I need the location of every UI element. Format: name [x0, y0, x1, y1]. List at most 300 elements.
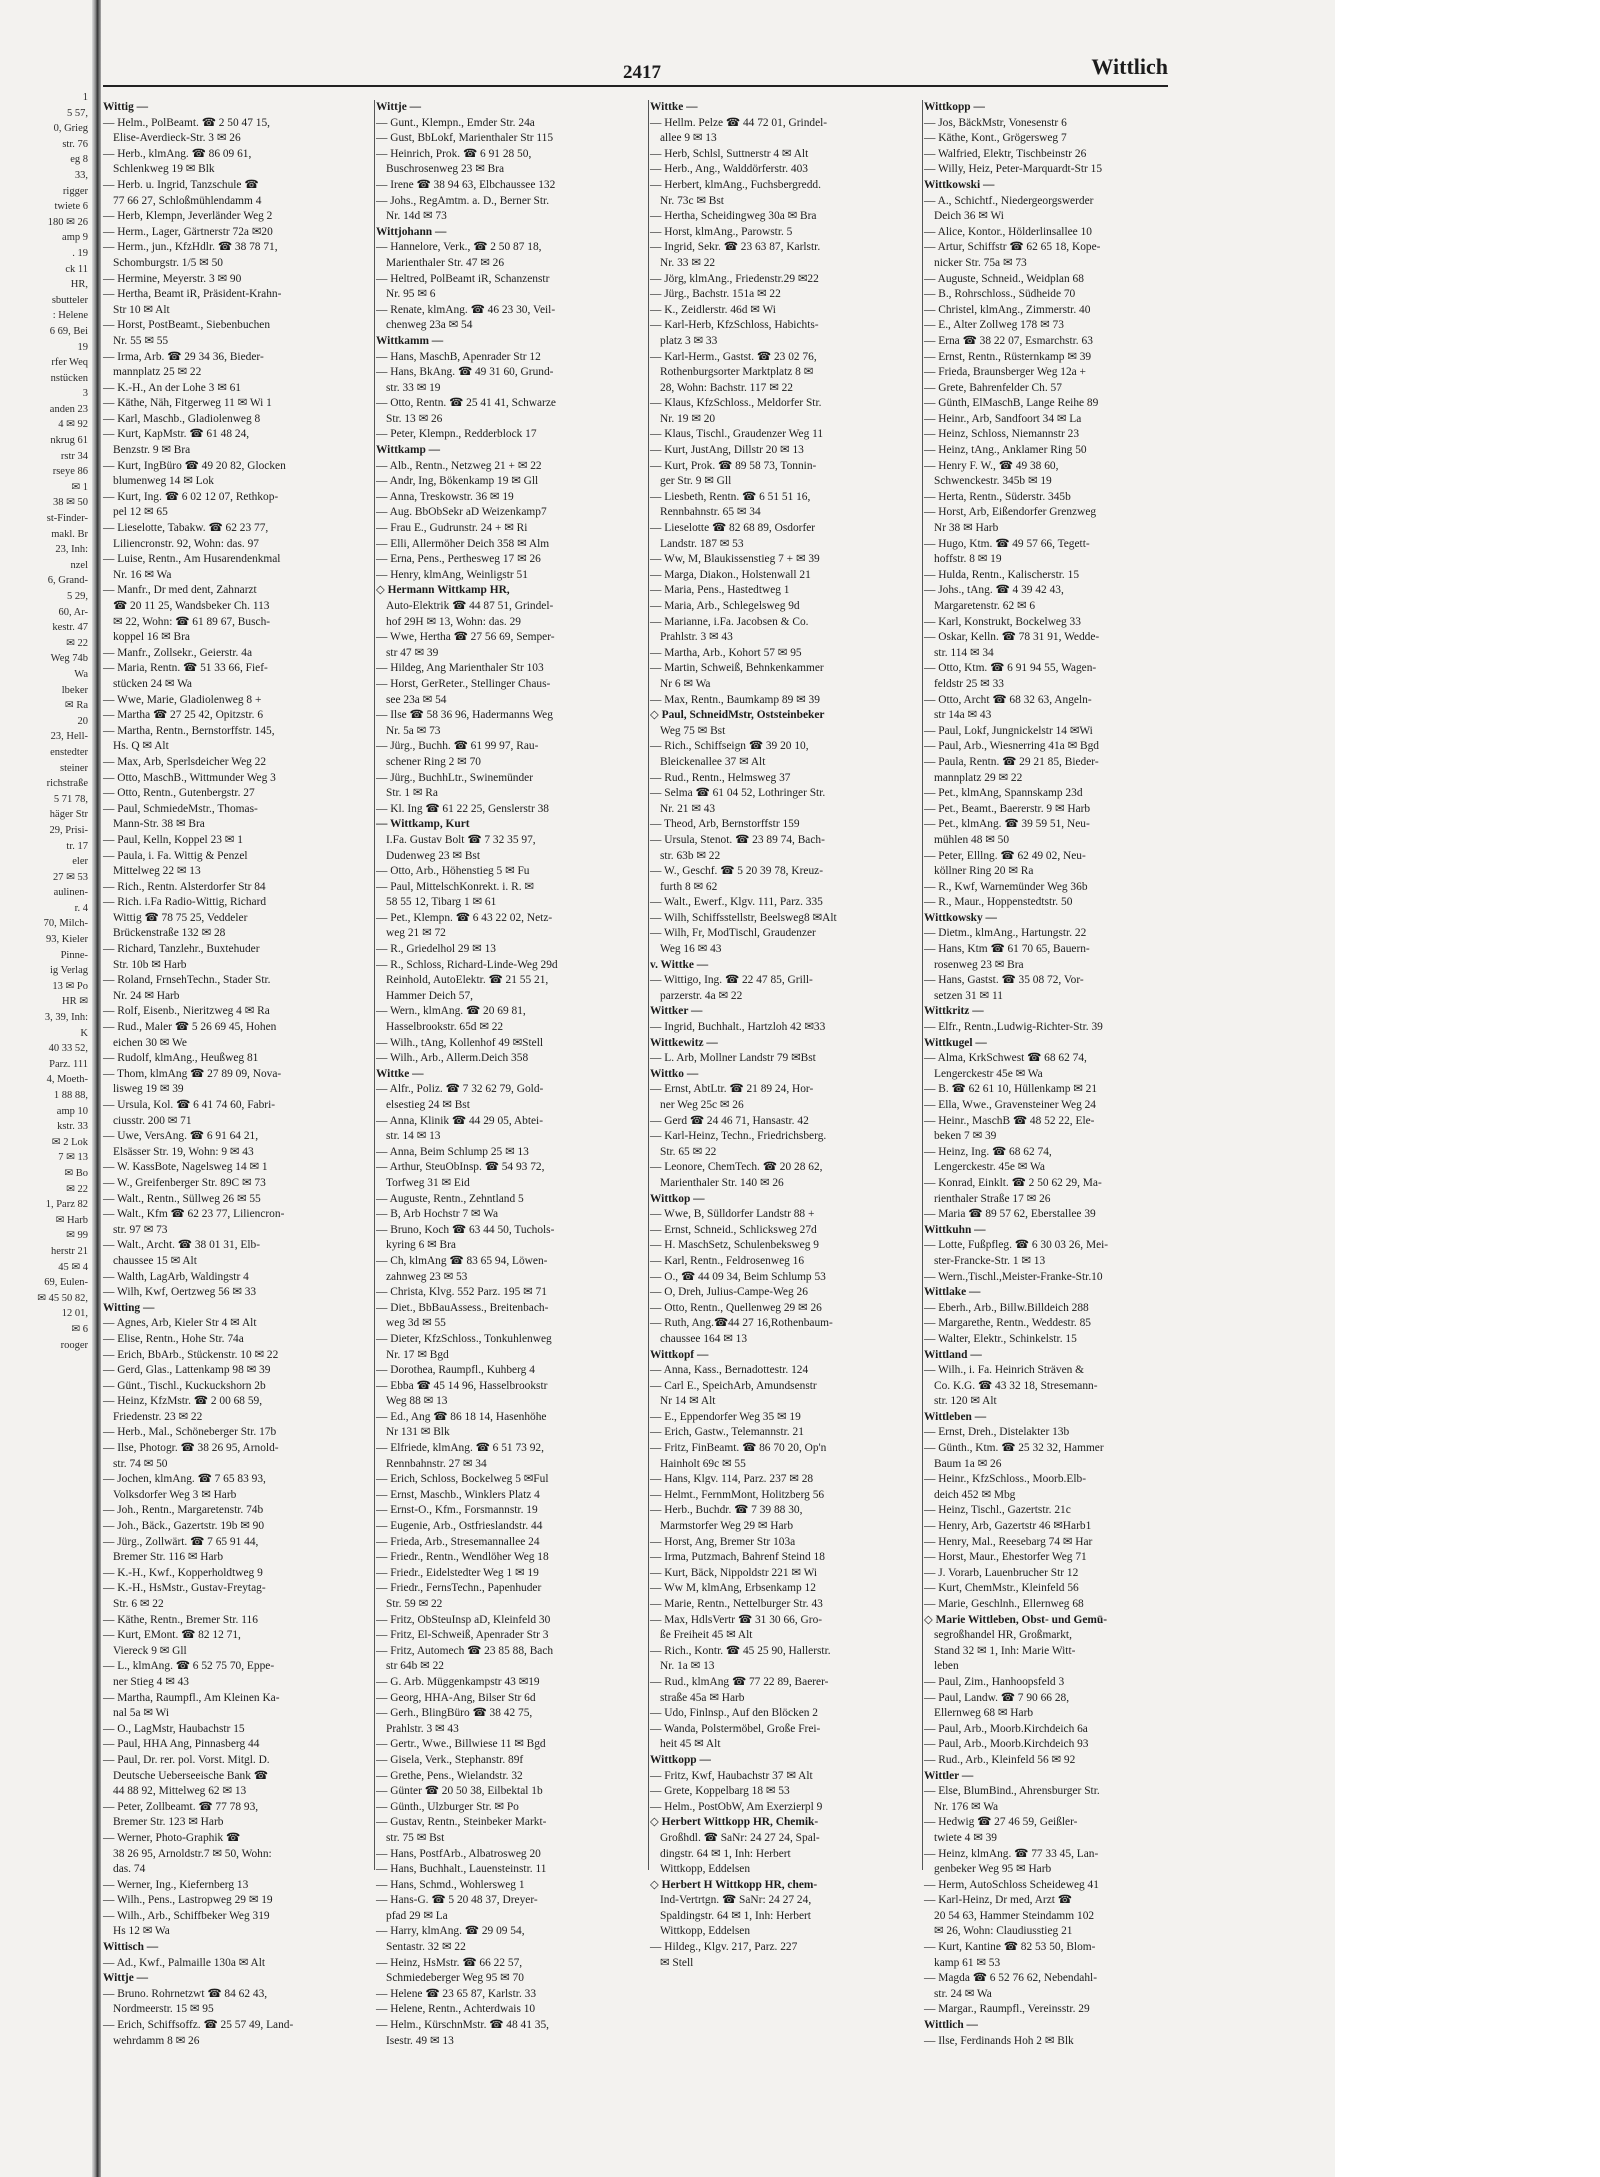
directory-entry-line: schener Ring 2 ✉ 70	[386, 755, 481, 768]
directory-entry-line: Marienthaler Str. 47 ✉ 26	[386, 256, 505, 269]
directory-entry-line: — Kurt, Ing. ☎ 6 02 12 07, Rethkop-	[103, 490, 279, 503]
directory-entry-line: — Herb., Buchdr. ☎ 7 39 88 30,	[650, 1504, 803, 1517]
strip-line: steiner	[60, 762, 88, 774]
directory-entry-line: zahnweg 23 ✉ 53	[386, 1270, 468, 1283]
surname-heading: Wittkewitz —	[650, 1036, 718, 1049]
directory-entry-line: — Klaus, Tischl., Graudenzer Weg 11	[650, 428, 824, 441]
directory-entry-line: Str. 59 ✉ 22	[386, 1598, 443, 1610]
directory-entry-line: — Ernst, Maschb., Winklers Platz 4	[376, 1488, 540, 1501]
directory-entry-line: — Dietm., klmAng., Hartungstr. 22	[924, 927, 1087, 940]
directory-entry-line: — O., LagMstr, Haubachstr 15	[103, 1722, 245, 1735]
directory-entry-line: — B., Rohrschloss., Südheide 70	[924, 288, 1076, 301]
directory-entry-line: Bremer Str. 116 ✉ Harb	[113, 1551, 224, 1564]
directory-entry-line: — Werner, Photo-Graphik ☎	[103, 1831, 241, 1844]
strip-line: 23, Inh:	[55, 544, 88, 556]
strip-line: ✉ Bo	[64, 1167, 88, 1179]
directory-entry-line: — Erich, Gastw., Telemannstr. 21	[650, 1426, 804, 1439]
directory-entry-line: Wittkopp, Eddelsen	[660, 1863, 751, 1876]
directory-entry-line: str. 74 ✉ 50	[113, 1457, 168, 1470]
strip-line: ✉ 45 50 82,	[37, 1292, 88, 1304]
directory-entry-line: — Hertha, Scheidingweg 30a ✉ Bra	[650, 210, 817, 223]
strip-line: kestr. 47	[52, 622, 88, 634]
strip-line: ✉ 1	[71, 481, 88, 493]
directory-entry-line: str 14a ✉ 43	[934, 709, 992, 722]
directory-entry-line: — Martha ☎ 27 25 42, Opitzstr. 6	[103, 709, 264, 722]
strip-line: amp 9	[62, 232, 88, 244]
directory-entry-line: — Max, Rentn., Baumkamp 89 ✉ 39	[650, 693, 820, 706]
directory-entry-line: — R., Kwf, Warnemünder Weg 36b	[924, 880, 1088, 893]
directory-entry-line: — Otto, Rentn., Quellenweg 29 ✉ 26	[650, 1301, 822, 1314]
running-head: Wittlich	[1091, 54, 1168, 79]
directory-entry-line: dingstr. 64 ✉ 1, Inh: Herbert	[660, 1847, 791, 1860]
directory-entry-line: — Hans, Gastst. ☎ 35 08 72, Vor-	[924, 974, 1084, 987]
strip-line: 33,	[74, 169, 88, 181]
directory-entry-line: — Rich., Schiffseign ☎ 39 20 10,	[650, 740, 809, 753]
directory-entry-line: — Selma ☎ 61 04 52, Lothringer Str.	[650, 787, 826, 800]
strip-line: 1	[82, 92, 88, 103]
directory-entry-line: Weg 16 ✉ 43	[660, 943, 722, 956]
directory-entry-line: ✉ Stell	[660, 1956, 694, 1969]
directory-column-3	[650, 100, 920, 1969]
directory-entry-line: — Ad., Kwf., Palmaille 130a ✉ Alt	[103, 1956, 266, 1969]
directory-entry-line: — Herb, Klempn, Jeverländer Weg 2	[103, 210, 273, 223]
directory-entry-line: — Diet., BbBauAssess., Breitenbach-	[376, 1301, 549, 1314]
directory-entry-line: — Martha, Arb., Kohort 57 ✉ 95	[650, 646, 802, 659]
directory-entry-line: — Peter, Elllng. ☎ 62 49 02, Neu-	[924, 849, 1086, 862]
directory-entry-line: — Paul, HHA Ang, Pinnasberg 44	[103, 1738, 260, 1751]
directory-entry-line: ner Weg 25c ✉ 26	[660, 1099, 744, 1111]
directory-entry-line: — Herbert, klmAng., Fuchsbergredd.	[650, 178, 821, 191]
directory-entry-line: — Erich, Schiffsoffz. ☎ 25 57 49, Land-	[103, 2019, 294, 2032]
surname-heading: Witting —	[103, 1301, 155, 1314]
directory-entry-line: — Ernst, Dreh., Distelakter 13b	[924, 1426, 1070, 1439]
directory-entry-line: hof 29H ✉ 13, Wohn: das. 29	[386, 615, 521, 628]
directory-entry-line: Liliencronstr. 92, Wohn: das. 97	[113, 537, 259, 550]
strip-line: st-Finder-	[46, 513, 88, 525]
directory-entry-line: — W., Greifenberger Str. 89C ✉ 73	[103, 1176, 266, 1189]
directory-entry-line: Prahlstr. 3 ✉ 43	[660, 631, 733, 644]
directory-entry-line: — W. KassBote, Nagelsweg 14 ✉ 1	[103, 1161, 268, 1174]
strip-line: 5 29,	[67, 591, 88, 602]
directory-entry-line: — Käthe, Näh, Fitgerweg 11 ✉ Wi 1	[103, 397, 272, 410]
directory-entry-line: — Otto, MaschB., Wittmunder Weg 3	[103, 771, 276, 784]
directory-entry-line: Str 10 ✉ Alt	[113, 303, 170, 316]
directory-entry-line: — Paul, Arb., Wiesnerring 41a ✉ Bgd	[924, 740, 1099, 753]
strip-line: 3	[82, 388, 88, 400]
directory-entry-line: — Hildeg, Ang Marienthaler Str 103	[376, 662, 544, 675]
directory-entry-line: — Gisela, Verk., Stephanstr. 89f	[376, 1753, 524, 1766]
directory-entry-line: Nr. 55 ✉ 55	[113, 334, 169, 347]
directory-entry-line: — E., Eppendorfer Weg 35 ✉ 19	[650, 1410, 801, 1423]
directory-entry-line: — Ingrid, Buchhalt., Hartzloh 42 ✉33	[650, 1021, 826, 1034]
directory-entry-line: — Artur, Schiffstr ☎ 62 65 18, Kope-	[924, 241, 1101, 254]
directory-entry-line: — Joh., Bäck., Gazertstr. 19b ✉ 90	[103, 1520, 265, 1533]
directory-entry-line: — Hans, BkAng. ☎ 49 31 60, Grund-	[376, 366, 554, 379]
directory-entry-line: — L. Arb, Mollner Landstr 79 ✉Bst	[650, 1052, 816, 1065]
directory-entry-line: — G. Arb. Müggenkampstr 43 ✉19	[376, 1675, 540, 1688]
directory-entry-line: — Herta, Rentn., Süderstr. 345b	[924, 490, 1071, 503]
directory-entry-line: — Heinz, klmAng. ☎ 77 33 45, Lan-	[924, 1847, 1099, 1860]
directory-entry-line: genbeker Weg 95 ✉ Harb	[934, 1863, 1052, 1876]
directory-entry-line: — Horst, PostBeamt., Siebenbuchen	[103, 319, 271, 332]
strip-line: rfer Weq	[51, 357, 88, 369]
directory-entry-line: — Kurt, EMont. ☎ 82 12 71,	[103, 1629, 241, 1642]
directory-entry-line: — Rolf, Eisenb., Nieritzweg 4 ✉ Ra	[103, 1005, 270, 1018]
directory-entry-line: 44 88 92, Mittelweg 62 ✉ 13	[113, 1785, 247, 1798]
directory-entry-line: Nr. 33 ✉ 22	[660, 256, 716, 269]
directory-entry-line: — Horst, Ang, Bremer Str 103a	[650, 1535, 796, 1548]
surname-heading: Wittlake —	[924, 1286, 981, 1299]
directory-entry-line: str. 114 ✉ 34	[934, 646, 994, 659]
directory-entry-line: — Hans, Klgv. 114, Parz. 237 ✉ 28	[650, 1473, 814, 1486]
directory-entry-line: lisweg 19 ✉ 39	[113, 1083, 184, 1096]
directory-entry-line: Marmstorfer Weg 29 ✉ Harb	[660, 1520, 794, 1533]
directory-entry-line: — Heinz, Tischl., Gazertstr. 21c	[924, 1504, 1071, 1517]
directory-entry-line: — Bruno, Koch ☎ 63 44 50, Tuchols-	[376, 1223, 555, 1236]
strip-line: 60, Ar-	[58, 606, 88, 618]
directory-entry-line: — Paul, Landw. ☎ 7 90 66 28,	[924, 1691, 1070, 1704]
surname-heading: Wittland —	[924, 1348, 982, 1361]
directory-entry-line: — Wern., klmAng. ☎ 20 69 81,	[376, 1005, 526, 1018]
directory-entry-line: Buschrosenweg 23 ✉ Bra	[386, 163, 505, 176]
directory-entry-line: — Karl-Heinz, Techn., Friedrichsberg.	[650, 1130, 827, 1143]
strip-line: eg 8	[70, 154, 88, 166]
directory-entry-line: — Rich., Kontr. ☎ 45 25 90, Hallerstr.	[650, 1644, 831, 1657]
directory-entry-line: ster-Francke-Str. 1 ✉ 13	[934, 1254, 1046, 1267]
page-number: 2417	[623, 62, 661, 83]
directory-entry-line: str 64b ✉ 22	[386, 1660, 444, 1673]
directory-entry-line: — Leonore, ChemTech. ☎ 20 28 62,	[650, 1161, 823, 1174]
directory-entry-line: Spaldingstr. 64 ✉ 1, Inh: Herbert	[660, 1909, 811, 1922]
surname-heading: Wittkopf —	[650, 1348, 709, 1361]
directory-entry-line: — R., Maur., Hoppenstedtstr. 50	[924, 896, 1073, 909]
directory-entry-line: — Jürg., Zollwärt. ☎ 7 65 91 44,	[103, 1535, 259, 1548]
directory-entry-line: — Maria, Rentn. ☎ 51 33 66, Fief-	[103, 662, 268, 675]
directory-entry-line: pfad 29 ✉ La	[386, 1909, 448, 1922]
directory-entry-line: — Walth, LagArb, Waldingstr 4	[103, 1270, 249, 1283]
strip-line: ✉ 22	[66, 1183, 88, 1195]
directory-entry-line: Margaretenstr. 62 ✉ 6	[934, 600, 1036, 612]
directory-entry-line: — Jos, BäckMstr, Vonesenstr 6	[924, 116, 1067, 129]
directory-entry-line: — Elli, Allermöher Deich 358 ✉ Alm	[376, 537, 550, 550]
strip-line: rigger	[62, 185, 88, 197]
strip-line: eler	[72, 856, 88, 868]
directory-entry-line: Torfweg 31 ✉ Eid	[386, 1176, 470, 1189]
directory-entry-line: — Henry, Arb, Gazertstr 46 ✉Harb1	[924, 1520, 1092, 1533]
directory-entry-line: Deich 36 ✉ Wi	[934, 210, 1004, 223]
directory-entry-line: — Hedwig ☎ 27 46 59, Geißler-	[924, 1816, 1078, 1829]
directory-entry-line: — Walter, Elektr., Schinkelstr. 15	[924, 1332, 1077, 1345]
directory-entry-line: — Hans-G. ☎ 5 20 48 37, Dreyer-	[376, 1894, 538, 1907]
directory-entry-line: Nr. 16 ✉ Wa	[113, 568, 172, 581]
directory-entry-line: — Rud., Maler ☎ 5 26 69 45, Hohen	[103, 1021, 277, 1034]
directory-entry-line: — Paula, Rentn. ☎ 29 21 85, Bieder-	[924, 755, 1099, 768]
directory-entry-line: — Wilh, Fr, ModTischl, Graudenzer	[650, 927, 816, 940]
directory-entry-line: — Marie, Geschlnh., Ellernweg 68	[924, 1598, 1084, 1610]
strip-line: 93, Kieler	[46, 934, 88, 946]
directory-entry-line: — Horst, klmAng., Parowstr. 5	[650, 225, 793, 238]
directory-entry-line: — Wittigo, Ing. ☎ 22 47 85, Grill-	[650, 974, 813, 987]
directory-entry-line: — Wilh, Schiffsstellstr, Beelsweg8 ✉Alt	[650, 911, 837, 924]
directory-entry-line: — Heinz, KfzMstr. ☎ 2 00 68 59,	[103, 1395, 263, 1408]
directory-entry-line: Brückenstraße 132 ✉ 28	[113, 927, 226, 940]
directory-entry-line: — Heinz, Schloss, Niemannstr 23	[924, 428, 1080, 441]
surname-heading: Wittkamm —	[376, 334, 444, 347]
directory-entry-line: — Kurt, IngBüro ☎ 49 20 82, Glocken	[103, 459, 286, 472]
directory-entry-line: Nr. 24 ✉ Harb	[113, 989, 180, 1002]
directory-entry-line: stücken 24 ✉ Wa	[113, 677, 192, 690]
directory-entry-line: — Heinz, tAng., Anklamer Ring 50	[924, 444, 1087, 457]
directory-entry-line: — Gerh., BlingBüro ☎ 38 42 75,	[376, 1707, 533, 1720]
directory-entry-line: — Paul, Arb., Moorb.Kirchdeich 6a	[924, 1722, 1088, 1735]
directory-entry-line: Nr. 19 ✉ 20	[660, 412, 716, 425]
surname-heading: Wittker —	[650, 1005, 703, 1018]
directory-entry-line: — Heinr., KfzSchloss., Moorb.Elb-	[924, 1473, 1086, 1486]
page-binding	[92, 0, 101, 2177]
strip-line: K	[80, 1027, 88, 1039]
directory-entry-line: Nr 131 ✉ Blk	[386, 1426, 450, 1439]
directory-entry-line: — Jürg., Bachstr. 151a ✉ 22	[650, 288, 781, 301]
directory-entry-line: str. 24 ✉ Wa	[934, 1987, 992, 2000]
directory-entry-line: — B, Arb Hochstr 7 ✉ Wa	[376, 1208, 498, 1221]
strip-line: 5 71 78,	[53, 793, 88, 805]
directory-entry-line: blumenweg 14 ✉ Lok	[113, 475, 214, 488]
directory-entry-line: Nr 38 ✉ Harb	[934, 522, 999, 535]
directory-entry-line: Volksdorfer Weg 3 ✉ Harb	[113, 1488, 237, 1501]
directory-entry-line: — A., Schichtf., Niedergeorgswerder	[924, 194, 1094, 207]
directory-entry-line: eichen 30 ✉ We	[113, 1036, 187, 1049]
directory-entry-line: — Heinr., MaschB ☎ 48 52 22, Ele-	[924, 1114, 1095, 1127]
directory-entry-line: heit 45 ✉ Alt	[660, 1738, 721, 1751]
strip-line: enstedter	[50, 746, 88, 758]
strip-line: . 19	[72, 247, 88, 259]
strip-line: HR,	[70, 279, 88, 291]
strip-line: 12 01,	[61, 1308, 88, 1320]
directory-entry-line: — Paula, i. Fa. Wittig & Penzel	[103, 849, 248, 862]
directory-entry-line: furth 8 ✉ 62	[660, 880, 718, 893]
directory-entry-line: — Maria, Arb., Schlegelsweg 9d	[650, 600, 800, 612]
directory-entry-line: Bremer Str. 123 ✉ Harb	[113, 1816, 224, 1829]
directory-entry-line: — Hugo, Ktm. ☎ 49 57 66, Tegett-	[924, 537, 1090, 550]
directory-entry-line: — Max, HdlsVertr ☎ 31 30 66, Gro-	[650, 1613, 823, 1626]
surname-heading: Wittkowski —	[924, 178, 995, 191]
directory-entry-line: — Martha, Rentn., Bernstorffstr. 145,	[103, 724, 275, 737]
directory-entry-line: — Ww, M, Blaukissenstieg 7 + ✉ 39	[650, 553, 820, 566]
directory-entry-line: — Gust, BbLokf, Marienthaler Str 115	[376, 132, 554, 145]
directory-entry-line: — Karl, Maschb., Gladiolenweg 8	[103, 412, 261, 425]
directory-entry-line: — Kurt, Kantine ☎ 82 53 50, Blom-	[924, 1941, 1096, 1954]
directory-entry-line: Lengerckestr. 45e ✉ Wa	[934, 1161, 1045, 1174]
strip-line: ✉ 2 Lok	[51, 1136, 88, 1148]
directory-entry-line: — Heinrich, Prok. ☎ 6 91 28 50,	[376, 147, 532, 160]
directory-entry-line: — Jürg., Buchh. ☎ 61 99 97, Rau-	[376, 740, 539, 753]
directory-entry-line: — Kurt, Bäck, Nippoldstr 221 ✉ Wi	[650, 1566, 818, 1579]
strip-line: 20	[77, 715, 88, 727]
header-rule	[103, 85, 1168, 87]
strip-line: rstr 34	[60, 450, 88, 462]
directory-entry-line: — Marianne, i.Fa. Jacobsen & Co.	[650, 615, 809, 628]
directory-entry-line: Str. 10b ✉ Harb	[113, 958, 187, 971]
strip-line: richstraße	[46, 778, 88, 790]
directory-entry-line: — Rud., Arb., Kleinfeld 56 ✉ 92	[924, 1753, 1076, 1766]
surname-heading: Wittkowsky —	[924, 911, 997, 924]
directory-entry-line: chenweg 23a ✉ 54	[386, 319, 473, 332]
directory-entry-line: ße Freiheit 45 ✉ Alt	[660, 1629, 753, 1642]
strip-line: nstücken	[50, 372, 88, 384]
column-rule	[922, 100, 923, 1870]
directory-entry-line: segroßhandel HR, Großmarkt,	[934, 1629, 1072, 1642]
directory-entry-line: chaussee 164 ✉ 13	[660, 1332, 748, 1345]
directory-entry-line: — Karl, Rentn., Feldrosenweg 16	[650, 1254, 805, 1267]
directory-entry-line: — Hans, MaschB, Apenrader Str 12	[376, 350, 541, 363]
directory-entry-line: Elsässer Str. 19, Wohn: 9 ✉ 43	[113, 1145, 254, 1158]
directory-entry-line: — Hertha, Beamt iR, Präsident-Krahn-	[103, 288, 282, 301]
surname-heading: Wittke —	[376, 1067, 424, 1080]
directory-entry-line: — Paul, Lokf, Jungnickelstr 14 ✉Wi	[924, 724, 1093, 737]
directory-entry-line: mühlen 48 ✉ 50	[934, 833, 1010, 846]
directory-entry-line: — Walt., Archt. ☎ 38 01 31, Elb-	[103, 1239, 261, 1252]
directory-entry-line: — B. ☎ 62 61 10, Hüllenkamp ✉ 21	[924, 1083, 1098, 1096]
directory-entry-line: — Otto, Ktm. ☎ 6 91 94 55, Wagen-	[924, 662, 1097, 675]
surname-heading: Wittlich —	[924, 2019, 978, 2032]
surname-heading: Wittkritz —	[924, 1005, 984, 1018]
directory-entry-line: Rothenburgsorter Marktplatz 8 ✉	[660, 366, 814, 379]
directory-entry-line: Hainholt 69c ✉ 55	[660, 1457, 746, 1470]
directory-entry-line: — Liesbeth, Rentn. ☎ 6 51 51 16,	[650, 490, 811, 503]
directory-entry-line: kamp 61 ✉ 53	[934, 1956, 1001, 1969]
directory-entry-line: — Udo, Finlnsp., Auf den Blöcken 2	[650, 1707, 819, 1720]
directory-entry-line: — Erna ☎ 38 22 07, Esmarchstr. 63	[924, 334, 1093, 347]
directory-entry-line: — Rud., klmAng ☎ 77 22 89, Baerer-	[650, 1675, 829, 1688]
directory-entry-line: — Herb, Schlsl, Suttnerstr 4 ✉ Alt	[650, 147, 809, 160]
directory-entry-line: setzen 31 ✉ 11	[934, 989, 1003, 1002]
strip-line: 6, Grand-	[47, 575, 88, 587]
directory-entry-line: mannplatz 25 ✉ 22	[113, 366, 202, 379]
directory-entry-line: — Jürg., BuchhLtr., Swinemünder	[376, 771, 534, 784]
directory-entry-line: Nr. 21 ✉ 43	[660, 802, 716, 815]
directory-entry-line: — Harry, klmAng. ☎ 29 09 54,	[376, 1925, 525, 1938]
directory-entry-line: — Walt., Ewerf., Klgv. 111, Parz. 335	[650, 896, 823, 909]
directory-entry-line: — Alb., Rentn., Netzweg 21 + ✉ 22	[376, 459, 542, 472]
directory-entry-line: — Wwe, Hertha ☎ 27 56 69, Semper-	[376, 631, 555, 644]
directory-entry-line: kyring 6 ✉ Bra	[386, 1239, 456, 1252]
strip-line: Pinne-	[60, 949, 88, 961]
directory-entry-line: allee 9 ✉ 13	[660, 132, 717, 145]
directory-entry-line: — Grete, Koppelbarg 18 ✉ 53	[650, 1785, 790, 1798]
directory-entry-line: — Maria ☎ 89 57 62, Eberstallee 39	[924, 1208, 1096, 1221]
strip-line: anden 23	[49, 403, 88, 415]
surname-heading: Wittkamp —	[376, 444, 441, 457]
directory-entry-line: — Agnes, Arb, Kieler Str 4 ✉ Alt	[103, 1317, 257, 1330]
directory-entry-line: — Hildeg., Klgv. 217, Parz. 227	[650, 1941, 798, 1954]
directory-entry-line: — Ursula, Stenot. ☎ 23 89 74, Bach-	[650, 833, 825, 846]
directory-entry-line: straße 45a ✉ Harb	[660, 1691, 745, 1704]
strip-line: 4 ✉ 92	[58, 419, 88, 431]
directory-entry-line: — Frieda, Braunsberger Weg 12a +	[924, 366, 1086, 379]
directory-entry-line: — Christa, Klvg. 552 Parz. 195 ✉ 71	[376, 1286, 547, 1299]
directory-entry-line: — Wwe, B, Sülldorfer Landstr 88 +	[650, 1208, 815, 1221]
directory-entry-line: — Auguste, Schneid., Weidplan 68	[924, 272, 1084, 285]
surname-heading: Wittleben —	[924, 1410, 987, 1423]
directory-entry-line: nicker Str. 75a ✉ 73	[934, 256, 1027, 269]
directory-entry-line: — Christel, klmAng., Zimmerstr. 40	[924, 303, 1091, 316]
directory-entry-line: — Herb., Mal., Schöneberger Str. 17b	[103, 1426, 277, 1439]
directory-entry-line: — K.-H., An der Lohe 3 ✉ 61	[103, 381, 241, 394]
directory-entry-line: — Friedr., Rentn., Wendlöher Weg 18	[376, 1551, 549, 1564]
directory-entry-line: — Max, Arb, Sperlsdeicher Weg 22	[103, 755, 267, 768]
directory-entry-line: — Ursula, Kol. ☎ 6 41 74 60, Fabri-	[103, 1099, 276, 1111]
strip-line: Parz. 111	[49, 1058, 88, 1070]
directory-entry-line: — Frau E., Gudrunstr. 24 + ✉ Ri	[376, 522, 528, 535]
directory-entry-line: — Irene ☎ 38 94 63, Elbchaussee 132	[376, 178, 556, 191]
directory-entry-line: Auto-Elektrik ☎ 44 87 51, Grindel-	[386, 600, 554, 612]
directory-entry-line: — Aug. BbObSekr aD Weizenkamp7	[376, 506, 547, 519]
directory-entry-line: — L., klmAng. ☎ 6 52 75 70, Eppe-	[103, 1660, 275, 1673]
strip-line: 4, Moeth-	[46, 1074, 88, 1086]
directory-entry-line: — Theod, Arb, Bernstorffstr 159	[650, 818, 800, 831]
directory-entry-line: Rennbahnstr. 27 ✉ 34	[386, 1457, 487, 1470]
directory-entry-line: — Alice, Kontor., Hölderlinsallee 10	[924, 225, 1092, 238]
directory-entry-line: — Andr, Ing, Bökenkamp 19 ✉ Gll	[376, 475, 539, 488]
strip-line: makl. Br	[51, 528, 88, 540]
directory-entry-line: ◇ Herbert H Wittkopp HR, chem-	[650, 1878, 818, 1891]
directory-entry-line: — Elfr., Rentn.,Ludwig-Richter-Str. 39	[924, 1021, 1103, 1034]
directory-entry-line: — Karl-Herm., Gastst. ☎ 23 02 76,	[650, 350, 817, 363]
surname-heading: Wittler —	[924, 1769, 974, 1782]
directory-entry-line: Hasselbrookstr. 65d ✉ 22	[386, 1021, 504, 1034]
directory-entry-line: — Wilh., Arb., Allerm.Deich 358	[376, 1052, 529, 1065]
directory-entry-line: Nr 14 ✉ Alt	[660, 1395, 716, 1408]
directory-entry-line: str. 120 ✉ Alt	[934, 1395, 997, 1408]
directory-entry-line: — Oskar, Kelln. ☎ 78 31 91, Wedde-	[924, 631, 1100, 644]
surname-heading: Wittke —	[650, 101, 698, 113]
directory-entry-line: — Rich., Rentn. Alsterdorfer Str 84	[103, 880, 266, 893]
directory-entry-line: — Marga, Diakon., Holstenwall 21	[650, 568, 811, 581]
directory-entry-line: — Renate, klmAng. ☎ 46 23 30, Veil-	[376, 303, 556, 316]
directory-entry-line: Nr. 73c ✉ Bst	[660, 194, 724, 207]
directory-entry-line: — Heltred, PolBeamt iR, Schanzenstr	[376, 272, 550, 285]
directory-entry-line: Nr. 14d ✉ 73	[386, 210, 447, 223]
strip-line: ✉ Ra	[64, 700, 88, 712]
directory-entry-line: — Ruth, Ang.☎44 27 16,Rothenbaum-	[650, 1317, 833, 1330]
strip-line: r. 4	[74, 902, 88, 914]
directory-entry-line: — Ilse, Photogr. ☎ 38 26 95, Arnold-	[103, 1442, 279, 1455]
strip-line: ck 11	[65, 263, 88, 275]
directory-entry-line: — Heinz, HsMstr. ☎ 66 22 57,	[376, 1956, 523, 1969]
surname-heading: v. Wittke —	[650, 958, 709, 971]
directory-entry-line: — Walfried, Elektr, Tischbeinstr 26	[924, 147, 1087, 160]
directory-entry-line: Mittelweg 22 ✉ 13	[113, 865, 201, 878]
directory-entry-line: 38 26 95, Arnoldstr.7 ✉ 50, Wohn:	[113, 1847, 272, 1860]
directory-entry-line: — Hans, Buchhalt., Lauensteinstr. 11	[376, 1863, 547, 1876]
directory-entry-line: — Margarethe, Rentn., Weddestr. 85	[924, 1317, 1091, 1330]
directory-entry-line: Sentastr. 32 ✉ 22	[386, 1941, 466, 1954]
directory-entry-line: — Wilh, Kwf, Oertzweg 56 ✉ 33	[103, 1286, 257, 1299]
directory-entry-line: — Kurt, KapMstr. ☎ 61 48 24,	[103, 428, 250, 441]
directory-entry-line: — Eugenie, Arb., Ostfrieslandstr. 44	[376, 1520, 543, 1533]
directory-entry-line: — Irma, Arb. ☎ 29 34 36, Bieder-	[103, 350, 264, 363]
directory-entry-line: — Thom, klmAng ☎ 27 89 09, Nova-	[103, 1067, 282, 1080]
strip-line: 70, Milch-	[43, 918, 88, 930]
directory-entry-line: mannplatz 29 ✉ 22	[934, 771, 1023, 784]
directory-entry-line: Wittig ☎ 78 75 25, Veddeler	[113, 911, 248, 924]
strip-line: ✉ 22	[66, 637, 88, 649]
directory-entry-line: — Rudolf, klmAng., Heußweg 81	[103, 1052, 259, 1065]
surname-heading: Wittje —	[376, 101, 422, 113]
directory-entry-line: Stand 32 ✉ 1, Inh: Marie Witt-	[934, 1644, 1076, 1657]
strip-line: amp 10	[56, 1105, 88, 1117]
directory-entry-line: — Kl. Ing ☎ 61 22 25, Genslerstr 38	[376, 802, 550, 815]
